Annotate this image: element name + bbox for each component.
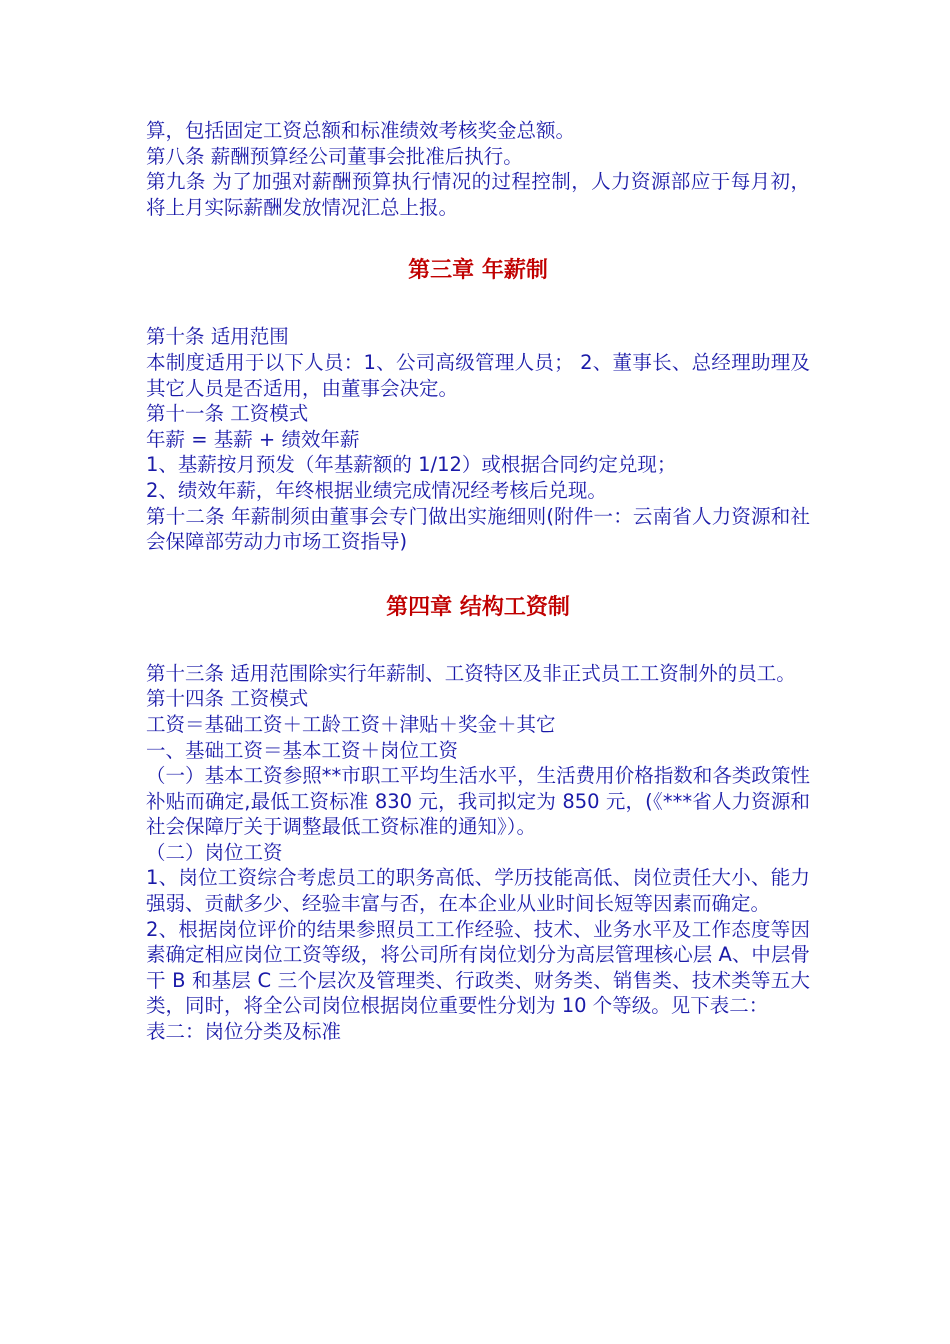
paragraph-article-8: 第八条 薪酬预算经公司董事会批准后执行。 — [146, 144, 523, 168]
chapter-3-heading: 第三章 年薪制 — [408, 258, 548, 284]
paragraph-table-2-caption: 表二：岗位分类及标准 — [146, 1020, 342, 1044]
paragraph-base-salary: 1、基薪按月预发（年基薪额的 1/12）或根据合同约定兑现； — [146, 453, 677, 477]
paragraph-article-11: 第十一条 工资模式 — [146, 402, 309, 426]
paragraph-performance-salary: 2、绩效年薪，年终根据业绩完成情况经考核后兑现。 — [146, 478, 607, 502]
document-body — [146, 118, 810, 1045]
paragraph-article-9: 第九条 为了加强对薪酬预算执行情况的过程控制，人力资源部应于每月初，将上月实际薪酬发放情况汇总上报。 — [146, 170, 810, 219]
paragraph-annual-salary-formula: 年薪 = 基薪 + 绩效年薪 — [146, 427, 360, 451]
paragraph-basic-wage: （一）基本工资参照**市职工平均生活水平，生活费用价格指数和各类政策性补贴而确定,最低工资标准 830 元，我司拟定为 850 元，(《***省人力资源和社会保障厅关于调整最低工资标准的通知》）。 — [146, 764, 810, 839]
paragraph-article-12: 第十二条 年薪制须由董事会专门做出实施细则(附件一：云南省人力资源和社会保障部劳动力市场工资指导) — [146, 504, 810, 554]
paragraph-wage-formula: 工资＝基础工资＋工龄工资＋津贴＋奖金＋其它 — [146, 712, 556, 736]
paragraph-article-13: 第十三条 适用范围除实行年薪制、工资特区及非正式员工工资制外的员工。 — [146, 661, 796, 685]
paragraph-budget-continuation: 算，包括固定工资总额和标准绩效考核奖金总额。 — [146, 119, 576, 142]
paragraph-scope-annual-salary: 本制度适用于以下人员：1、公司高级管理人员； 2、董事长、总经理助理及其它人员是否适用，由董事会决定。 — [146, 350, 810, 400]
paragraph-position-wage-heading: （二）岗位工资 — [146, 840, 283, 864]
paragraph-article-14: 第十四条 工资模式 — [146, 687, 309, 711]
paragraph-base-wage-formula: 一、基础工资＝基本工资＋岗位工资 — [146, 738, 459, 762]
paragraph-article-10: 第十条 适用范围 — [146, 325, 289, 349]
paragraph-position-wage-factors: 1、岗位工资综合考虑员工的职务高低、学历技能高低、岗位责任大小、能力强弱、贡献多少、经验丰富与否，在本企业从业时间长短等因素而确定。 — [146, 866, 810, 916]
chapter-4-heading: 第四章 结构工资制 — [386, 594, 570, 620]
paragraph-position-grading: 2、根据岗位评价的结果参照员工工作经验、技术、业务水平及工作态度等因素确定相应岗位工资等级，将公司所有岗位划分为高层管理核心层 A、中层骨干 B 和基层 C 三个层次及管理类、行政类、财务类、销售类、技术类等五大类，同时，将全公司岗位根据岗位重要性分划为 10 个等级。见下表二： — [146, 917, 810, 1018]
